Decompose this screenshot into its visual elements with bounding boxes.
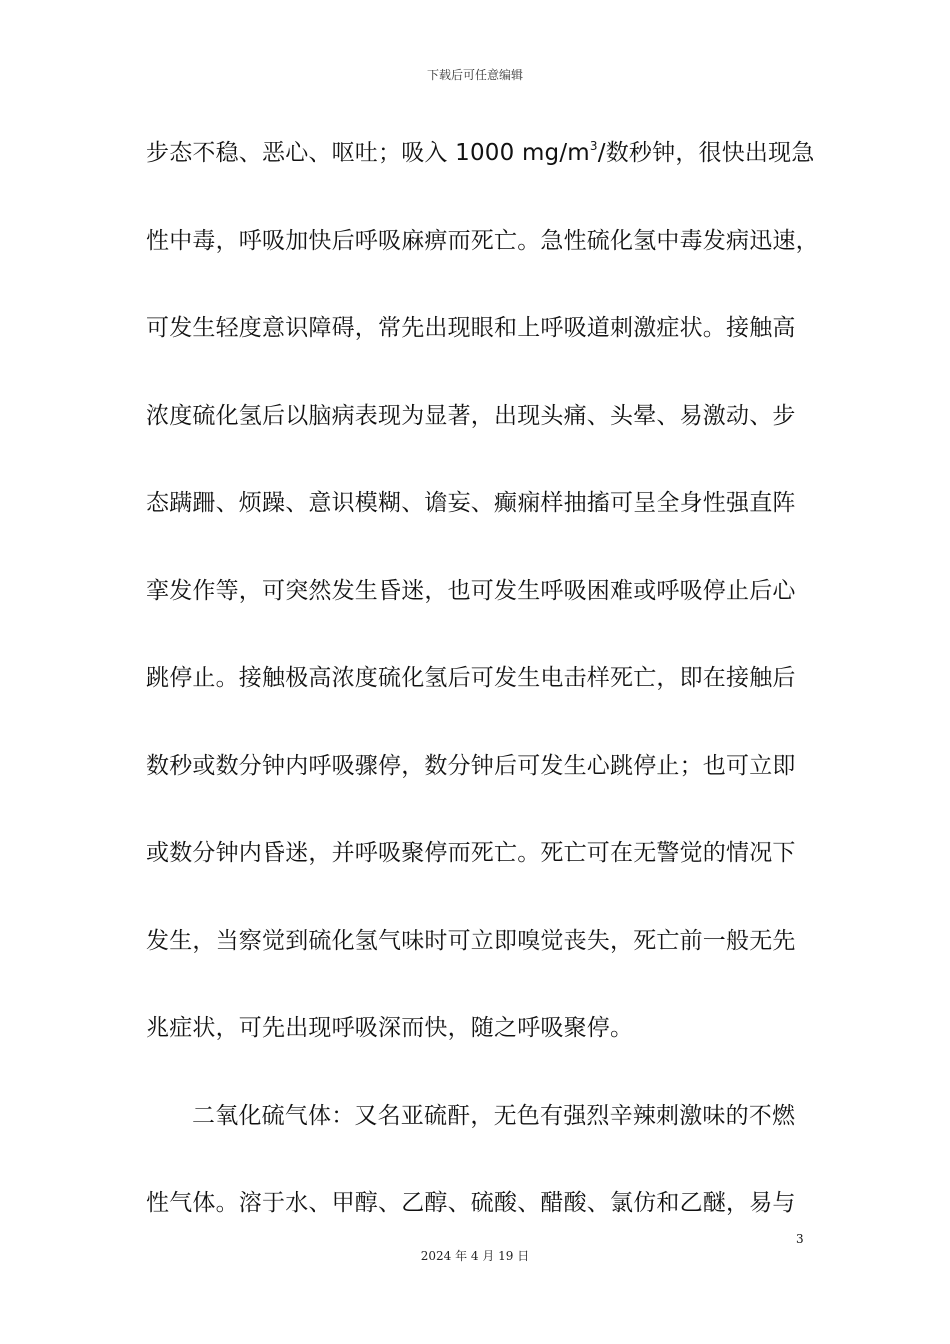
superscript: 3 (589, 139, 598, 153)
text-line: 性气体。溶于水、甲醇、乙醇、硫酸、醋酸、氯仿和乙醚，易与 (146, 1190, 796, 1216)
text-line: 或数分钟内昏迷，并呼吸聚停而死亡。死亡可在无警觉的情况下 (146, 840, 796, 866)
text-line: 数秒或数分钟内呼吸骤停，数分钟后可发生心跳停止；也可立即 (146, 752, 796, 779)
text-line: 态蹒跚、烦躁、意识模糊、谵妄、癫痫样抽搐可呈全身性强直阵 (146, 490, 796, 516)
text-line: 可发生轻度意识障碍，常先出现眼和上呼吸道刺激症状。接触高 (146, 315, 796, 341)
page-header: 下载后可任意编辑 (426, 68, 523, 82)
text-line (146, 133, 818, 221)
text-line-pre: 步态不稳、恶心、呕吐；吸入 1000 mg/m (146, 140, 590, 166)
text-line: 兆症状，可先出现呼吸深而快，随之呼吸聚停。 (146, 1015, 634, 1041)
text-line: 跳停止。接触极高浓度硫化氢后可发生电击样死亡，即在接触后 (146, 665, 796, 691)
page-footer-date: 2024 年 4 月 19 日 (420, 1249, 530, 1263)
text-line: 性中毒，呼吸加快后呼吸麻痹而死亡。急性硫化氢中毒发病迅速， (146, 227, 819, 254)
text-line: 浓度硫化氢后以脑病表现为显著，出现头痛、头晕、易激动、步 (146, 402, 796, 429)
text-line: 二氧化硫气体：又名亚硫酐，无色有强烈辛辣刺激味的不燃 (192, 1102, 796, 1129)
text-line: 发生，当察觉到硫化氢气味时可立即嗅觉丧失，死亡前一般无先 (146, 927, 796, 954)
text-line-post: /数秒钟，很快出现急 (597, 140, 815, 166)
text-line: 挛发作等，可突然发生昏迷，也可发生呼吸困难或呼吸停止后心 (146, 577, 796, 604)
page-number: 3 (796, 1232, 804, 1246)
body-text (146, 133, 818, 1271)
